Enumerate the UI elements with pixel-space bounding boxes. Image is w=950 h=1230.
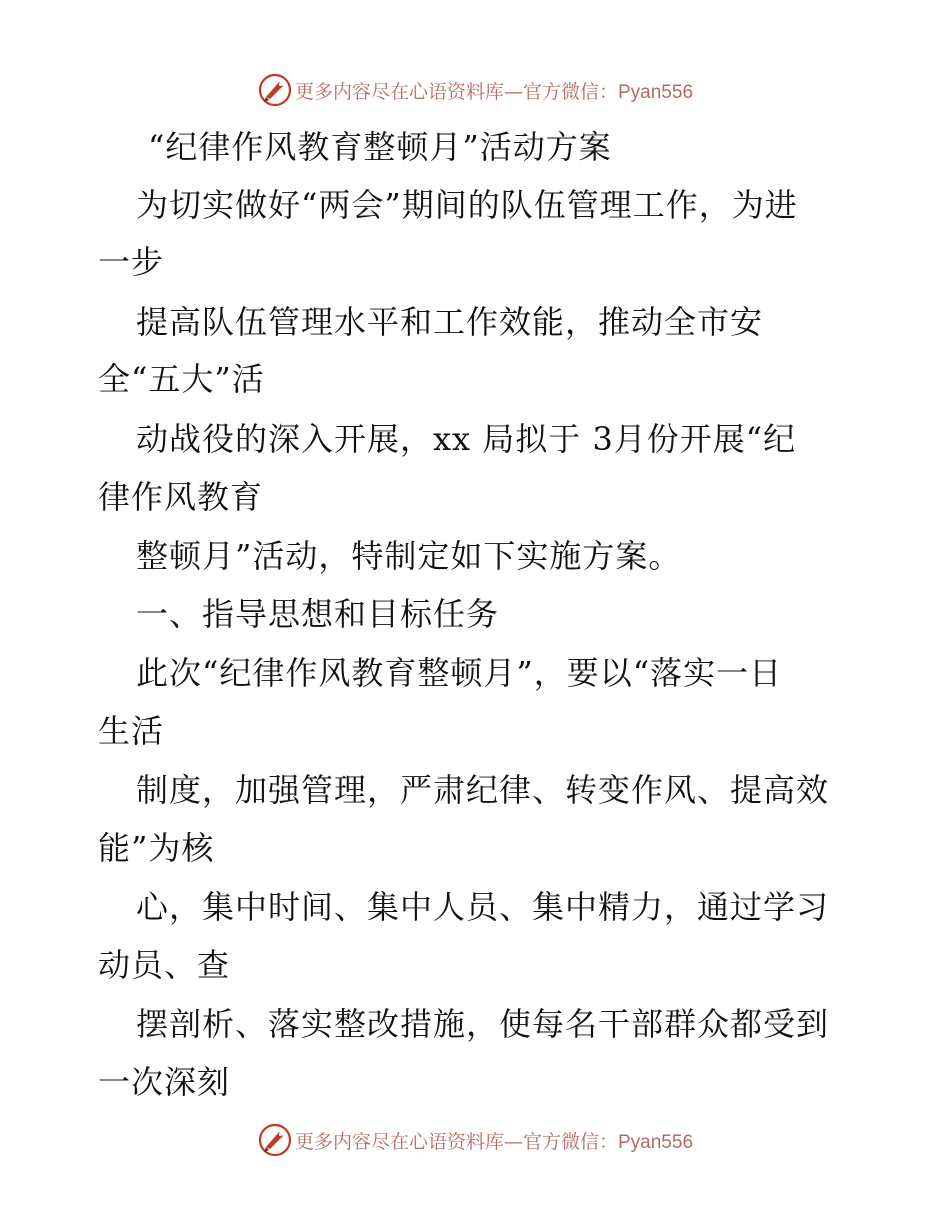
paragraph-line: 律作风教育 <box>98 478 264 516</box>
paragraph-line: 全“五大”活 <box>98 360 265 398</box>
section-heading: 一、指导思想和目标任务 <box>136 595 500 633</box>
paragraph-line: 制度，加强管理，严肃纪律、转变作风、提高效 <box>136 771 830 809</box>
watermark-dash: — <box>503 1130 523 1153</box>
paragraph-line: 心，集中时间、集中人员、集中精力，通过学习 <box>136 888 830 926</box>
paragraph-line: 动战役的深入开展，xx 局拟于 3月份开展“纪 <box>136 420 797 458</box>
watermark-wechat-id: Pyan556 <box>618 1131 694 1153</box>
paragraph-line: 提高队伍管理水平和工作效能，推动全市安 <box>136 303 764 341</box>
header-watermark <box>0 68 950 112</box>
watermark-site: 更多内容尽在心语资料库 <box>294 1130 504 1153</box>
paragraph-line: 为切实做好“两会”期间的队伍管理工作，为进 <box>136 186 798 224</box>
pen-logo-icon <box>257 72 293 108</box>
watermark-site: 更多内容尽在心语资料库 <box>294 80 504 103</box>
footer-watermark <box>0 1118 950 1162</box>
document-title: “纪律作风教育整顿月”活动方案 <box>148 128 612 166</box>
paragraph-line: 此次“纪律作风教育整顿月”，要以“落实一日 <box>136 654 783 692</box>
watermark-contact-label: 官方微信： <box>522 80 618 103</box>
paragraph-line: 一步 <box>98 243 165 281</box>
paragraph-line: 整顿月”活动，特制定如下实施方案。 <box>136 537 682 575</box>
paragraph-line: 动员、查 <box>98 946 231 984</box>
pen-logo-icon <box>257 1122 293 1158</box>
paragraph-line: 摆剖析、落实整改措施，使每名干部群众都受到 <box>136 1005 830 1043</box>
watermark-wechat-id: Pyan556 <box>618 81 694 103</box>
paragraph-line: 一次深刻 <box>98 1063 231 1101</box>
paragraph-line: 能”为核 <box>98 829 215 867</box>
watermark-contact-label: 官方微信： <box>522 1130 618 1153</box>
watermark-dash: — <box>503 80 523 103</box>
paragraph-line: 生活 <box>98 712 165 750</box>
